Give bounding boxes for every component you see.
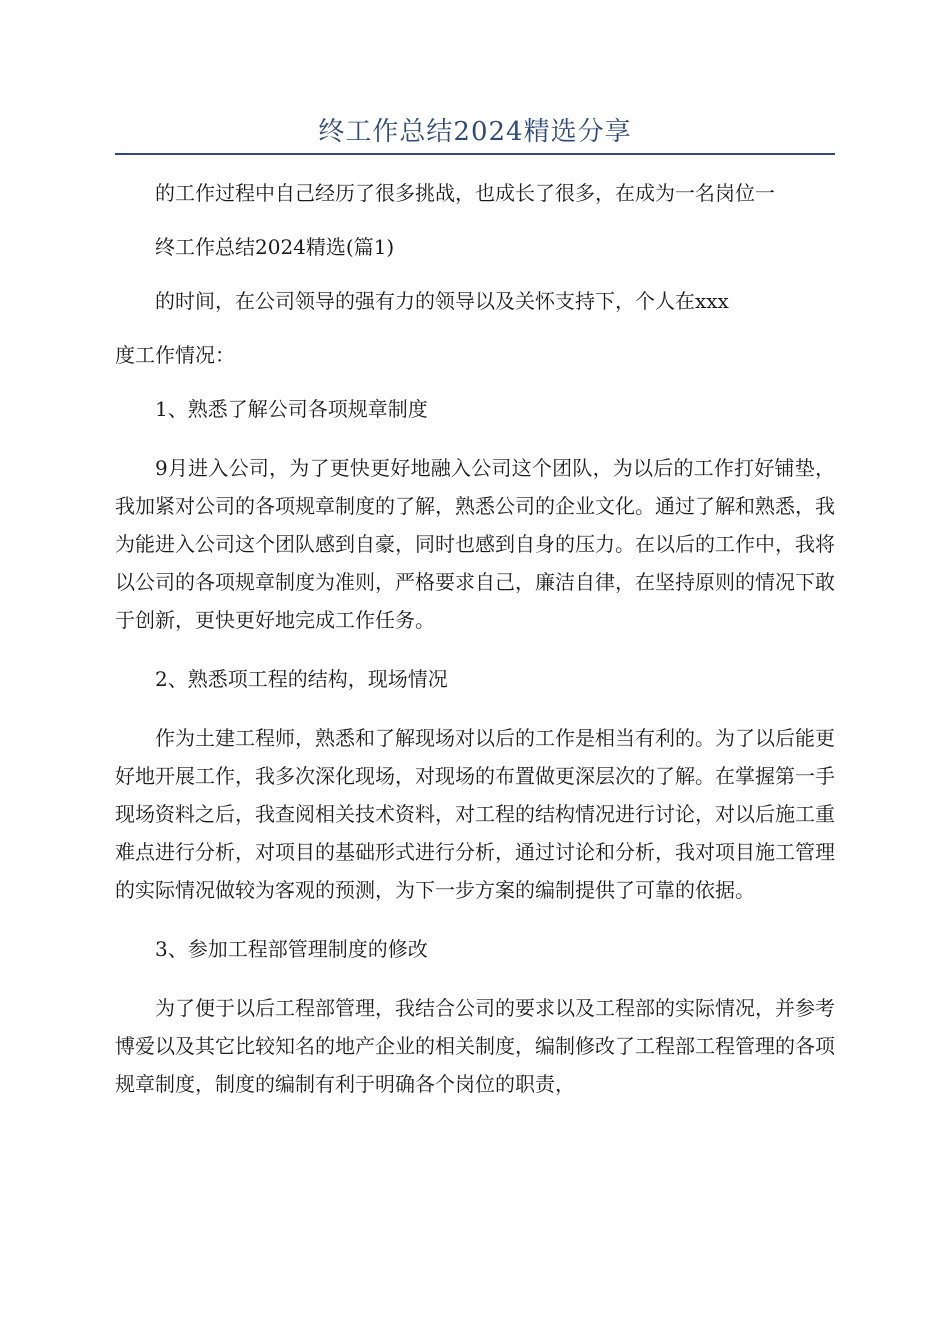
section-heading-part1: 终工作总结2024精选(篇1) <box>155 235 395 259</box>
paragraph-intro: 的工作过程中自己经历了很多挑战，也成长了很多，在成为一名岗位一 <box>155 181 775 205</box>
paragraph-work-status: 度工作情况： <box>115 343 235 367</box>
heading-item-2: 2、熟悉项工程的结构，现场情况 <box>155 667 448 691</box>
heading-item-3: 3、参加工程部管理制度的修改 <box>155 937 428 961</box>
title-underline <box>115 153 835 155</box>
paragraph-opening: 的时间，在公司领导的强有力的领导以及关怀支持下，个人在xxx <box>155 289 729 313</box>
paragraph-item-2: 作为土建工程师，熟悉和了解现场对以后的工作是相当有利的。为了以后能更好地开展工作，我多次深化现场，对现场的布置做更深层次的了解。在掌握第一手现场资料之后，我查阅相关技术资料，对工程的结构情况进行讨论，对以后施工重难点进行分析，对项目的基础形式进行分析，通过讨论和分析，我对项目施工管理的实际情况做较为客观的预测，为下一步方案的编制提供了可靠的依据。 <box>115 726 835 902</box>
heading-item-1: 1、熟悉了解公司各项规章制度 <box>155 397 428 421</box>
paragraph-item-3: 为了便于以后工程部管理，我结合公司的要求以及工程部的实际情况，并参考博爱以及其它比较知名的地产企业的相关制度，编制修改了工程部工程管理的各项规章制度，制度的编制有利于明确各个岗位的职责， <box>115 996 835 1096</box>
paragraph-item-1: 9月进入公司，为了更快更好地融入公司这个团队，为以后的工作打好铺垫，我加紧对公司的各项规章制度的了解，熟悉公司的企业文化。通过了解和熟悉，我为能进入公司这个团队感到自豪，同时也感到自身的压力。在以后的工作中，我将以公司的各项规章制度为准则，严格要求自己，廉洁自律，在坚持原则的情况下敢于创新，更快更好地完成工作任务。 <box>115 456 835 632</box>
document-title: 终工作总结2024精选分享 <box>318 117 632 147</box>
document-body <box>115 174 835 1103</box>
